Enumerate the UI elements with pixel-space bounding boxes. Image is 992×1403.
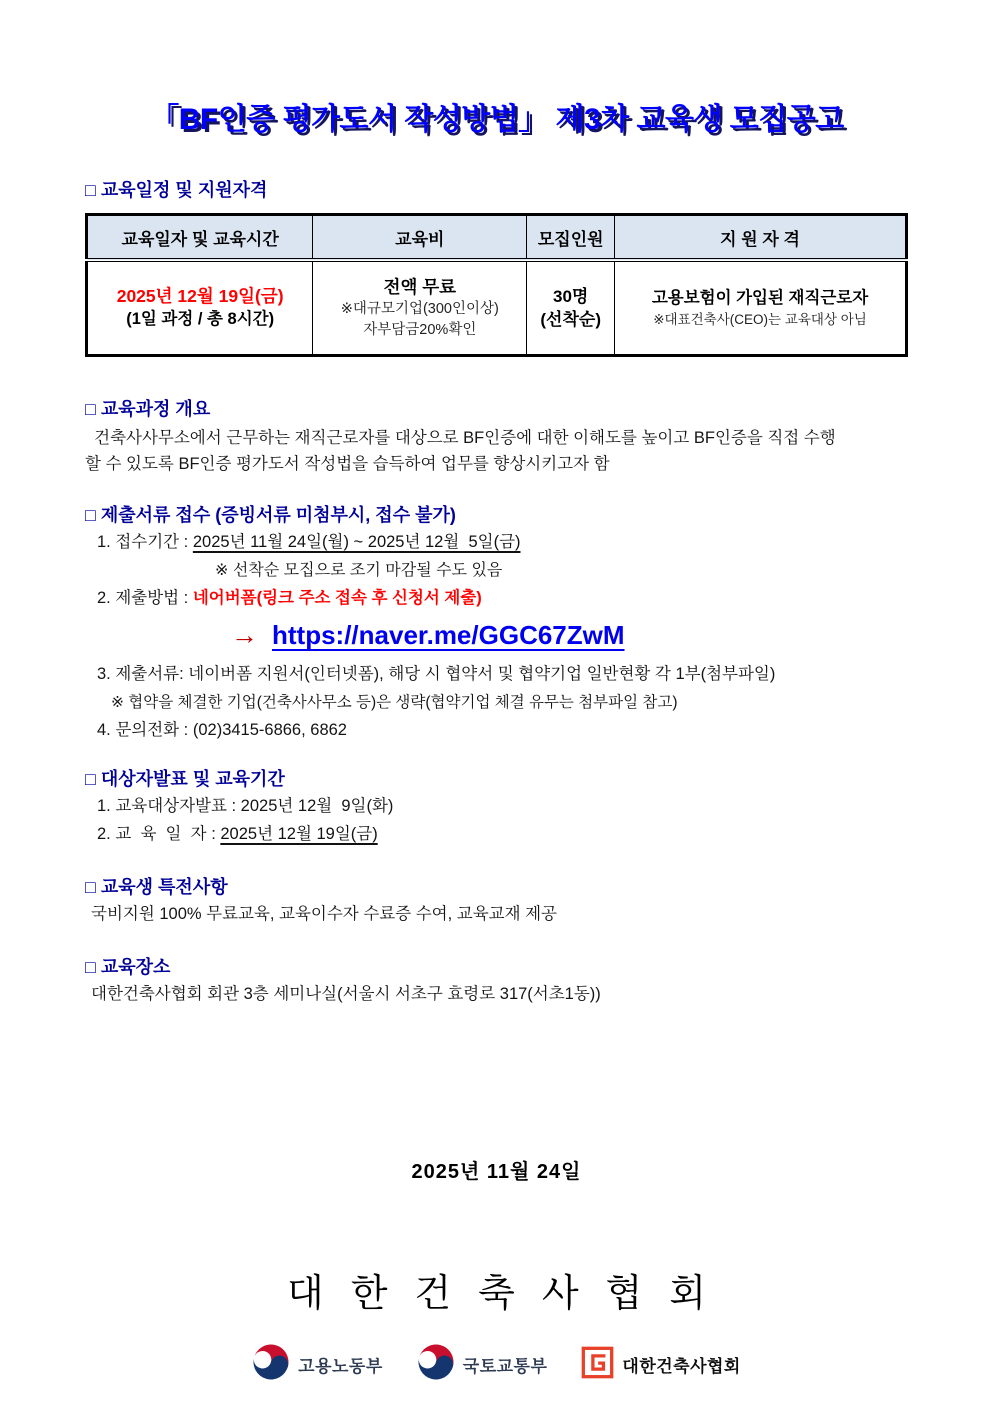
logo-molit: [417, 1343, 548, 1386]
col-header-capacity: 모집인원: [527, 215, 615, 261]
cell-fee: [313, 260, 527, 356]
arrow-right-icon: →: [231, 620, 258, 650]
table-header-row: [87, 215, 907, 261]
logo-moel: [252, 1343, 383, 1386]
overview-paragraph: [85, 425, 908, 477]
announcement-item-education: [85, 822, 908, 847]
application-link[interactable]: https://naver.me/GGC67ZwM: [272, 620, 625, 650]
application-link-row: [85, 617, 908, 658]
section-heading-schedule: □ 교육일정 및 지원자격: [85, 180, 268, 200]
submission-item-contact: 4. 문의전화 : (02)3415-6866, 6862: [97, 721, 347, 739]
submission-period-note: ※ 선착순 모집으로 조기 마감될 수도 있음: [215, 562, 503, 579]
education-date-value: 2025년 12월 19일(금): [220, 825, 378, 843]
eligibility-note: ※대표건축사(CEO)는 교육대상 아님: [653, 311, 867, 327]
section-heading-benefits: □ 교육생 특전사항: [85, 877, 228, 897]
period-label: 1. 접수기간 :: [97, 533, 193, 551]
submission-item-documents: 3. 제출서류: 네이버폼 지원서(인터넷폼), 해당 시 협약서 및 협약기업 일반현황 각 1부(첨부파일): [97, 665, 776, 683]
education-date: 2025년 12월 19일(금): [116, 286, 284, 306]
overview-line-1: 건축사사무소에서 근무하는 재직근로자를 대상으로 BF인증에 대한 이해도를 높이고 BF인증을 직접 수행: [85, 429, 836, 447]
fee-main: 전액 무료: [383, 276, 457, 297]
capacity-count: 30명: [553, 287, 589, 306]
footer-logo-row: [85, 1343, 908, 1386]
announcement-item-date: 1. 교육대상자발표 : 2025년 12월 9일(화): [97, 797, 394, 815]
organization-name: 대한건축사협회: [287, 1273, 733, 1315]
col-header-eligibility: 지 원 자 격: [615, 215, 907, 261]
method-label: 2. 제출방법 :: [97, 589, 193, 607]
period-value: 2025년 11월 24일(월) ~ 2025년 12월 5일(금): [192, 533, 521, 551]
cell-capacity: [527, 260, 615, 356]
education-date-label: 2. 교 육 일 자 :: [97, 825, 221, 843]
submission-item-period: [85, 530, 908, 555]
cell-eligibility: [615, 260, 907, 356]
overview-line-2: 할 수 있도록 BF인증 평가도서 작성법을 습득하여 업무를 향상시키고자 함: [85, 455, 610, 473]
logo-kira-label: 대한건축사협회: [622, 1357, 741, 1376]
logo-moel-label: 고용노동부: [298, 1357, 383, 1376]
taegeuk-icon: [252, 1343, 290, 1386]
logo-kira: [581, 1346, 740, 1384]
schedule-table: [85, 213, 908, 357]
fee-note-1: ※대규모기업(300인이상): [340, 300, 499, 317]
capacity-method: (선착순): [540, 310, 601, 329]
table-row: [87, 260, 907, 356]
section-heading-announcement: □ 대상자발표 및 교육기간: [85, 769, 285, 789]
section-heading-overview: □ 교육과정 개요: [85, 399, 211, 419]
venue-body: 대한건축사협회 회관 3층 세미나실(서울시 서초구 효령로 317(서초1동)): [91, 985, 601, 1003]
col-header-fee: 교육비: [313, 215, 527, 261]
section-heading-venue: □ 교육장소: [85, 957, 171, 977]
eligibility-main: 고용보험이 가입된 재직근로자: [651, 288, 869, 307]
submission-documents-note: ※ 협약을 체결한 기업(건축사사무소 등)은 생략(협약기업 체결 유무는 첨부파일 참고): [111, 694, 678, 711]
method-value: 네어버폼(링크 주소 접속 후 신청서 제출): [192, 589, 482, 607]
cell-education-date: [87, 260, 313, 356]
col-header-date: 교육일자 및 교육시간: [87, 215, 313, 261]
benefits-body: 국비지원 100% 무료교육, 교육이수자 수료증 수여, 교육교재 제공: [91, 905, 557, 923]
submission-item-method: [85, 586, 908, 611]
page-title: 「BF인증 평가도서 작성방법」 제3차 교육생 모집공고: [149, 103, 844, 136]
taegeuk-icon: [417, 1343, 455, 1386]
kira-icon: [581, 1346, 614, 1384]
section-heading-submission: □ 제출서류 접수 (증빙서류 미첨부시, 접수 불가): [85, 505, 456, 525]
issue-date: 2025년 11월 24일: [411, 1161, 582, 1183]
fee-note-2: 자부담금20%확인: [363, 321, 477, 338]
education-duration: (1일 과정 / 총 8시간): [126, 310, 275, 328]
logo-molit-label: 국토교통부: [462, 1357, 548, 1376]
